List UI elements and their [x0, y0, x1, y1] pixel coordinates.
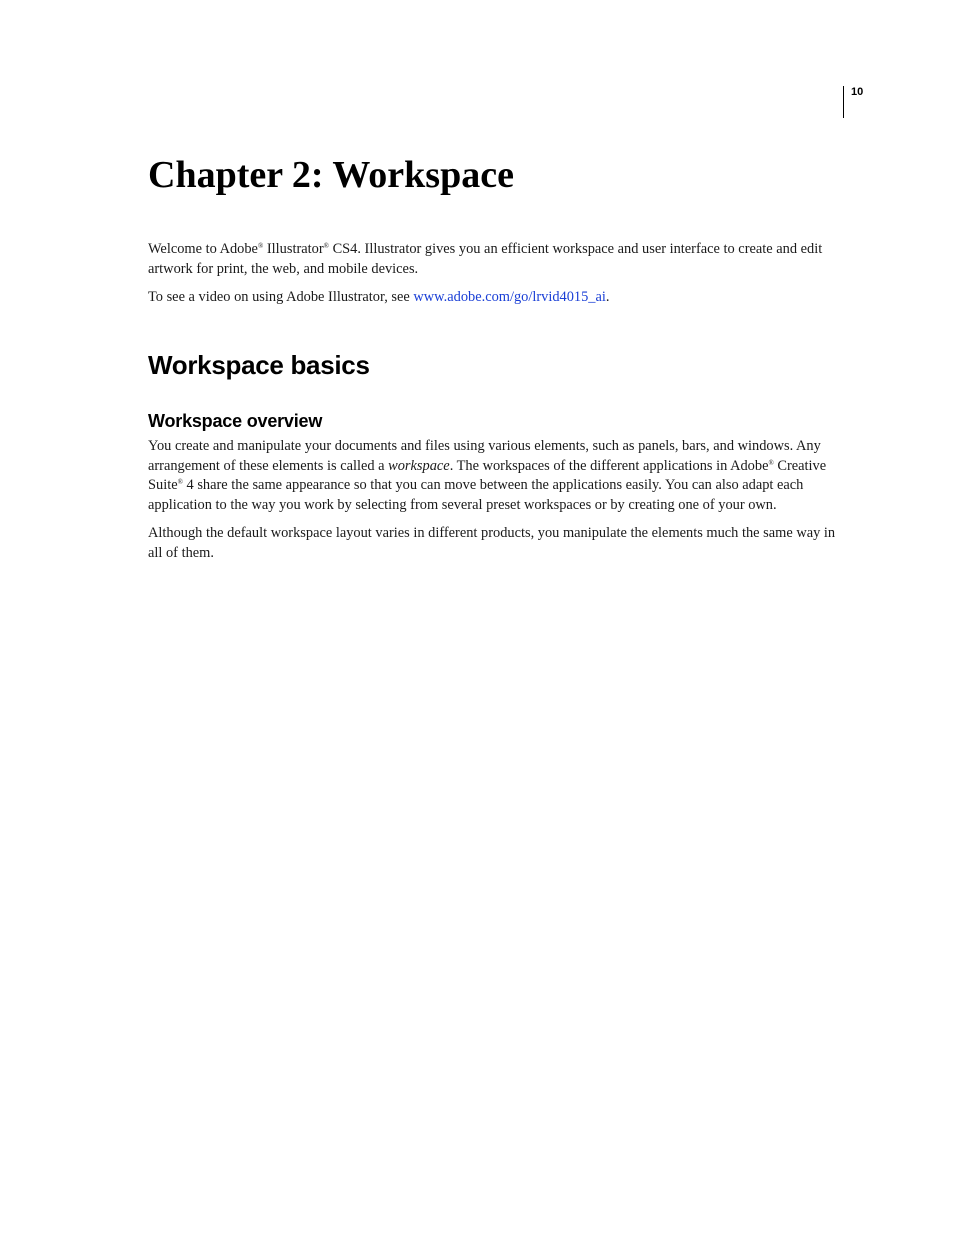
intro-text-1: Welcome to Adobe [148, 241, 258, 257]
overview-text-2: . The workspaces of the different applications in Adobe [449, 457, 769, 474]
overview-text-4: 4 share the same appearance so that you can move between the applications easily. You can also adapt each application to the way you work by selecting from several preset workspaces or by creating one of your own. [148, 477, 804, 513]
video-link[interactable]: www.adobe.com/go/lrvid4015_ai [413, 289, 606, 305]
intro-text-3: CS4. Illustrator gives you an efficient workspace and user interface to create and edit artwork for print, the web, and mobile devices. [148, 241, 823, 277]
video-text-end: . [605, 289, 610, 305]
workspace-term: workspace [388, 457, 450, 474]
overview-text-1: You create and manipulate your documents and files using various elements, such as panels, bars, and windows. Any arrangement of these elements is called a [148, 438, 821, 474]
registered-mark: ® [323, 242, 329, 250]
layout-paragraph: Although the default workspace layout varies in different products, you manipulate the elements much the same way in all of them. [148, 525, 836, 561]
registered-mark: ® [257, 242, 264, 250]
intro-paragraph [148, 240, 840, 279]
registered-mark: ® [177, 478, 183, 487]
chapter-title: Chapter 2: Workspace [148, 154, 514, 196]
video-paragraph [148, 288, 840, 308]
overview-text-3: Creative Suite [148, 457, 827, 494]
intro-text-2: Illustrator [263, 241, 324, 257]
video-text: To see a video on using Adobe Illustrator, see [148, 289, 414, 305]
section-heading: Workspace basics [148, 350, 370, 380]
registered-mark: ® [768, 458, 774, 467]
subsection-heading: Workspace overview [148, 411, 323, 431]
page-number: 10 [851, 86, 864, 98]
overview-paragraph [148, 437, 840, 515]
page-number-rule [843, 86, 844, 118]
